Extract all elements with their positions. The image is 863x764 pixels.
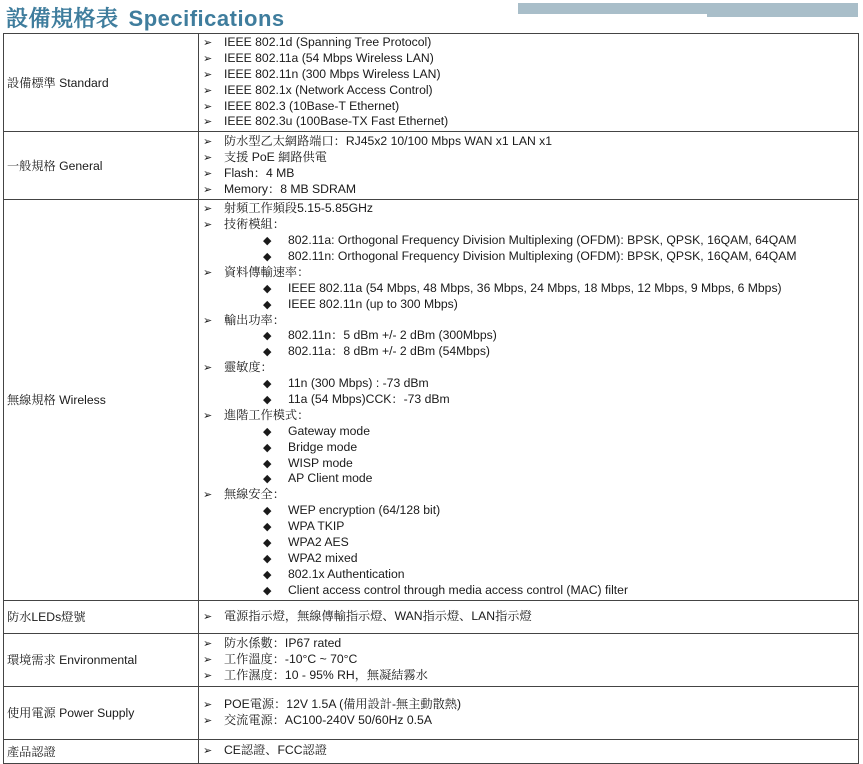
- spec-item: [203, 217, 858, 233]
- spec-item: [203, 713, 858, 729]
- spec-item: [203, 35, 858, 51]
- specifications-table: [3, 33, 859, 764]
- spec-item: [203, 114, 858, 130]
- arrowhead-icon: ➢: [203, 409, 213, 422]
- page-title: [6, 2, 285, 33]
- diamond-icon: ◆: [263, 537, 272, 550]
- diamond-icon: ◆: [263, 330, 272, 343]
- spec-item-text: IEEE 802.1x (Network Access Control): [224, 82, 433, 97]
- spec-row: [4, 633, 859, 686]
- spec-row-label: 無線規格 Wireless: [4, 200, 199, 600]
- spec-item-text: IEEE 802.11n (300 Mbps Wireless LAN): [224, 66, 441, 81]
- spec-row-label: 產品認證: [4, 739, 199, 763]
- arrowhead-icon: ➢: [203, 167, 213, 180]
- spec-item: [203, 360, 858, 376]
- spec-subitem-text: Client access control through media access control (MAC) filter: [288, 582, 629, 597]
- spec-row-content: [199, 200, 859, 600]
- arrowhead-icon: ➢: [203, 136, 213, 149]
- spec-row-content: [199, 633, 859, 686]
- spec-row-content: [199, 600, 859, 633]
- spec-subitem: [203, 233, 858, 249]
- spec-item-text: 工作濕度：10 - 95% RH，無凝結霧水: [224, 667, 428, 682]
- spec-item-text: CE認證、FCC認證: [224, 743, 327, 758]
- spec-subitem-text: AP Client mode: [288, 471, 373, 486]
- diamond-icon: ◆: [263, 584, 272, 597]
- arrowhead-icon: ➢: [203, 610, 213, 623]
- spec-item: [203, 487, 858, 503]
- spec-item: [203, 134, 858, 150]
- arrowhead-icon: ➢: [203, 37, 213, 49]
- arrowhead-icon: ➢: [203, 100, 213, 113]
- spec-row-label: 防水LEDs燈號: [4, 600, 199, 633]
- spec-item: [203, 636, 858, 652]
- spec-subitem-text: 802.11n：5 dBm +/- 2 dBm (300Mbps): [288, 328, 497, 343]
- spec-row: [4, 132, 859, 200]
- spec-row: [4, 739, 859, 763]
- arrowhead-icon: ➢: [203, 84, 213, 97]
- spec-item: [203, 51, 858, 67]
- spec-subitem: [203, 249, 858, 265]
- diamond-icon: ◆: [263, 425, 272, 438]
- arrowhead-icon: ➢: [203, 183, 213, 196]
- diamond-icon: ◆: [263, 521, 272, 534]
- spec-item: [203, 743, 858, 759]
- spec-subitem: [203, 551, 858, 567]
- spec-row: [4, 200, 859, 600]
- spec-subitem-text: WPA2 mixed: [288, 550, 358, 565]
- spec-subitem: [203, 328, 858, 344]
- arrowhead-icon: ➢: [203, 151, 213, 164]
- spec-subitem: [203, 519, 858, 535]
- spec-item: [203, 313, 858, 329]
- arrowhead-icon: ➢: [203, 362, 213, 375]
- arrowhead-icon: ➢: [203, 314, 213, 327]
- arrowhead-icon: ➢: [203, 68, 213, 81]
- arrowhead-icon: ➢: [203, 698, 213, 711]
- diamond-icon: ◆: [263, 378, 272, 391]
- arrowhead-icon: ➢: [203, 669, 213, 682]
- diamond-icon: ◆: [263, 235, 272, 248]
- spec-item: [203, 182, 858, 198]
- arrowhead-icon: ➢: [203, 653, 213, 666]
- spec-item-text: 靈敏度：: [224, 360, 273, 375]
- spec-row-label: 設備標準 Standard: [4, 34, 199, 132]
- spec-item-text: 資料傳輸速率：: [224, 264, 310, 279]
- spec-subitem: [203, 392, 858, 408]
- diamond-icon: ◆: [263, 473, 272, 486]
- spec-subitem: [203, 583, 858, 599]
- spec-item: [203, 652, 858, 668]
- spec-item: [203, 265, 858, 281]
- spec-row-label: 使用電源 Power Supply: [4, 686, 199, 739]
- spec-item: [203, 67, 858, 83]
- spec-item: [203, 408, 858, 424]
- spec-subitem-text: WISP mode: [288, 455, 353, 470]
- spec-subitem: [203, 281, 858, 297]
- diamond-icon: ◆: [263, 346, 272, 359]
- diamond-icon: ◆: [263, 282, 272, 295]
- diamond-icon: ◆: [263, 568, 272, 581]
- spec-subitem: [203, 535, 858, 551]
- arrowhead-icon: ➢: [203, 489, 213, 502]
- diamond-icon: ◆: [263, 298, 272, 311]
- specifications-body: [4, 34, 859, 764]
- spec-subitem: [203, 471, 858, 487]
- diamond-icon: ◆: [263, 457, 272, 470]
- spec-subitem-text: IEEE 802.11n (up to 300 Mbps): [288, 296, 458, 311]
- spec-item: [203, 697, 858, 713]
- spec-item: [203, 166, 858, 182]
- diamond-icon: ◆: [263, 441, 272, 454]
- spec-subitem: [203, 567, 858, 583]
- arrowhead-icon: ➢: [203, 266, 213, 279]
- spec-item: [203, 201, 858, 217]
- spec-subitem-text: WPA TKIP: [288, 519, 345, 534]
- spec-subitem: [203, 376, 858, 392]
- spec-row-content: [199, 739, 859, 763]
- spec-subitem: [203, 424, 858, 440]
- spec-subitem: [203, 440, 858, 456]
- arrowhead-icon: ➢: [203, 219, 213, 232]
- spec-item: [203, 150, 858, 166]
- spec-row-content: [199, 686, 859, 739]
- spec-subitem-text: Bridge mode: [288, 439, 358, 454]
- spec-item-text: 進階工作模式：: [224, 407, 310, 422]
- spec-item-text: IEEE 802.1d (Spanning Tree Protocol): [224, 35, 432, 49]
- spec-item-text: 射頻工作頻段5.15-5.85GHz: [224, 201, 373, 216]
- diamond-icon: ◆: [263, 552, 272, 565]
- spec-item-text: 無線安全：: [224, 487, 285, 502]
- spec-row-content: [199, 34, 859, 132]
- spec-subitem-text: 11a (54 Mbps)CCK：-73 dBm: [288, 392, 450, 407]
- spec-item-text: 電源指示燈，無線傳輸指示燈、WAN指示燈、LAN指示燈: [224, 608, 532, 623]
- spec-item-text: Flash：4 MB: [224, 165, 295, 180]
- arrowhead-icon: ➢: [203, 116, 213, 129]
- title-en: Specifications: [128, 6, 285, 31]
- spec-item-text: 支援 PoE 網路供電: [224, 149, 327, 164]
- spec-subitem: [203, 297, 858, 313]
- spec-row-label: 一般規格 General: [4, 132, 199, 200]
- arrowhead-icon: ➢: [203, 52, 213, 65]
- header-decor-bar-small: [707, 14, 858, 17]
- title-zh: 設備規格表: [6, 6, 119, 31]
- spec-item: [203, 668, 858, 684]
- arrowhead-icon: ➢: [203, 745, 213, 758]
- arrowhead-icon: ➢: [203, 714, 213, 727]
- spec-item-text: 交流電源：AC100-240V 50/60Hz 0.5A: [224, 712, 432, 727]
- spec-row-content: [199, 132, 859, 200]
- arrowhead-icon: ➢: [203, 637, 213, 650]
- diamond-icon: ◆: [263, 251, 272, 264]
- spec-row: [4, 686, 859, 739]
- spec-item-text: 輸出功率：: [224, 312, 285, 327]
- header-decor-bar: [518, 3, 858, 14]
- spec-item-text: Memory：8 MB SDRAM: [224, 181, 357, 196]
- spec-item: [203, 83, 858, 99]
- spec-item: [203, 99, 858, 115]
- spec-subitem-text: IEEE 802.11a (54 Mbps, 48 Mbps, 36 Mbps, 24 Mbps, 18 Mbps, 12 Mbps, 9 Mbps, 6 Mbps): [288, 280, 782, 295]
- spec-subitem-text: WPA2 AES: [288, 535, 349, 550]
- spec-item-text: 技術模組：: [224, 217, 285, 232]
- spec-subitem-text: 802.11a: Orthogonal Frequency Division Multiplexing (OFDM): BPSK, QPSK, 16QAM, 64QAM: [288, 233, 797, 248]
- spec-subitem-text: WEP encryption (64/128 bit): [288, 503, 441, 518]
- spec-item-text: 防水型乙太網路端口：RJ45x2 10/100 Mbps WAN x1 LAN x1: [224, 134, 553, 149]
- spec-subitem-text: 11n (300 Mbps) : -73 dBm: [288, 376, 429, 391]
- diamond-icon: ◆: [263, 505, 272, 518]
- spec-subitem: [203, 344, 858, 360]
- diamond-icon: ◆: [263, 394, 272, 407]
- spec-row: [4, 600, 859, 633]
- spec-item-text: 工作溫度：-10°C ~ 70°C: [224, 651, 358, 666]
- spec-subitem: [203, 503, 858, 519]
- spec-item-text: 防水係數：IP67 rated: [224, 635, 342, 650]
- spec-subitem-text: 802.11a：8 dBm +/- 2 dBm (54Mbps): [288, 344, 490, 359]
- spec-subitem-text: 802.11n: Orthogonal Frequency Division Multiplexing (OFDM): BPSK, QPSK, 16QAM, 64QAM: [288, 249, 797, 264]
- spec-row: [4, 34, 859, 132]
- spec-item-text: IEEE 802.3 (10Base-T Ethernet): [224, 98, 400, 113]
- spec-subitem: [203, 456, 858, 472]
- arrowhead-icon: ➢: [203, 203, 213, 216]
- spec-subitem-text: 802.1x Authentication: [288, 566, 405, 581]
- spec-item-text: IEEE 802.11a (54 Mbps Wireless LAN): [224, 50, 434, 65]
- spec-row-label: 環境需求 Environmental: [4, 633, 199, 686]
- spec-subitem-text: Gateway mode: [288, 423, 370, 438]
- spec-item-text: POE電源：12V 1.5A (備用設計-無主動散熱): [224, 696, 462, 711]
- spec-item: [203, 609, 858, 625]
- spec-item-text: IEEE 802.3u (100Base-TX Fast Ethernet): [224, 114, 449, 129]
